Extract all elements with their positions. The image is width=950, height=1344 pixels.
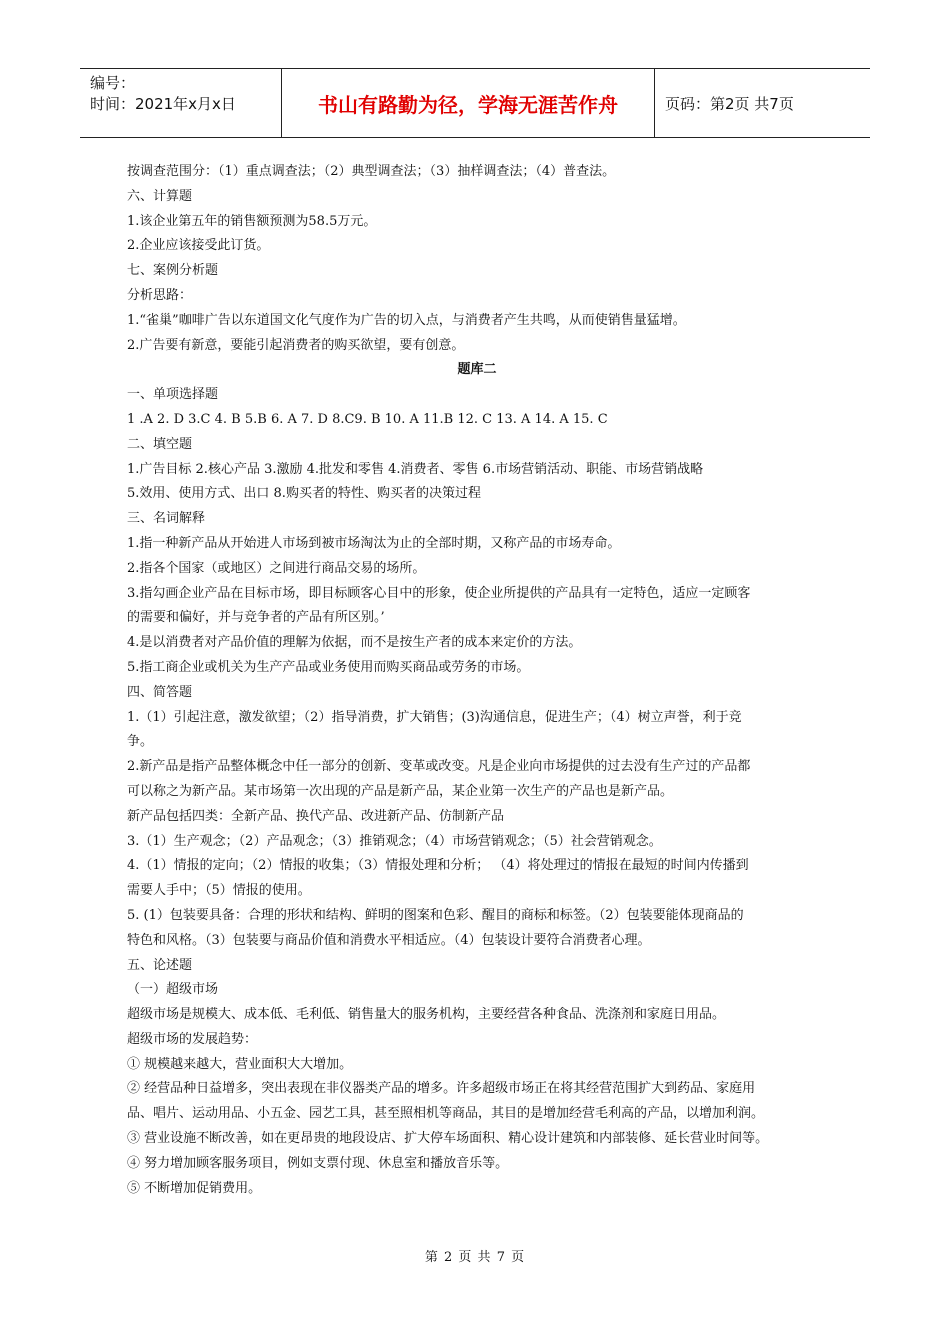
document-body — [127, 160, 827, 1201]
text-line: 二、填空题 — [127, 436, 193, 452]
doc-time-label: 时间：2021年x月x日 — [90, 95, 236, 113]
text-line: 需要人手中；（5）情报的使用。 — [127, 883, 311, 899]
text-line: 3.（1）生产观念；（2）产品观念；（3）推销观念；（4）市场营销观念；（5）社会营销观念。 — [127, 833, 662, 849]
text-line: 特色和风格。（3）包装要与商品价值和消费水平相适应。（4）包装设计要符合消费者心理。 — [127, 932, 651, 948]
text-line: 七、案例分析题 — [127, 263, 219, 279]
text-line: 1 .A 2. D 3.C 4. B 5.B 6. A 7. D 8.C9. B 10. A 11.B 12. C 13. A 14. A 15. C — [127, 411, 608, 427]
text-line: 5. (1）包装要具备：合理的形状和结构、鲜明的图案和色彩、醒目的商标和标签。（2）包装要能体现商品的 — [127, 907, 744, 923]
doc-number-label: 编号： — [90, 74, 136, 92]
text-line: 四、简答题 — [127, 684, 193, 700]
text-line: ① 规模越来越大，营业面积大大增加。 — [127, 1056, 353, 1072]
text-line: 1.（1）引起注意，激发欲望；（2）指导消费，扩大销售；(3)沟通信息，促进生产；（4）树立声誉，利于竞 — [127, 709, 742, 725]
text-line: 4.（1）情报的定向；（2）情报的收集；（3）情报处理和分析； （4）将处理过的情报在最短的时间内传播到 — [127, 858, 749, 874]
text-line: 六、计算题 — [127, 188, 193, 204]
text-line: ⑤ 不断增加促销费用。 — [127, 1180, 262, 1196]
text-line: 2.企业应该接受此订货。 — [127, 238, 270, 254]
text-line: 超级市场的发展趋势： — [127, 1031, 258, 1047]
text-line: 三、名词解释 — [127, 511, 206, 527]
text-line: 5.指工商企业或机关为生产产品或业务使用而购买商品或劳务的市场。 — [127, 659, 530, 675]
text-line: 1.该企业第五年的销售额预测为58.5万元。 — [127, 213, 377, 229]
text-line: ② 经营品种日益增多，突出表现在非仪器类产品的增多。许多超级市场正在将其经营范围扩大到药品、家庭用 — [127, 1081, 756, 1097]
text-line: 分析思路： — [127, 287, 193, 303]
text-line: 品、唱片、运动用品、小五金、园艺工具，甚至照相机等商品，其目的是增加经营毛利高的产品，以增加利润。 — [127, 1106, 765, 1122]
text-line: 争。 — [127, 734, 154, 750]
text-line: 按调查范围分：（1）重点调查法；（2）典型调查法；（3）抽样调查法；（4）普查法。 — [127, 164, 616, 179]
text-line: 3.指勾画企业产品在目标市场，即目标顾客心目中的形象，使企业所提供的产品具有一定特色，适应一定顾客 — [127, 585, 751, 601]
text-line: 2.指各个国家（或地区）之间进行商品交易的场所。 — [127, 560, 426, 576]
text-line: 五、论述题 — [127, 957, 193, 973]
text-line: ③ 营业设施不断改善，如在更昂贵的地段设店、扩大停车场面积、精心设计建筑和内部装修、延长营业时间等。 — [127, 1131, 769, 1147]
text-line: 2.新产品是指产品整体概念中任一部分的创新、变革或改变。凡是企业向市场提供的过去没有生产过的产品都 — [127, 759, 751, 775]
text-line: 超级市场是规模大、成本低、毛利低、销售量大的服务机构，主要经营各种食品、洗涤剂和家庭日用品。 — [127, 1007, 726, 1023]
text-line: （一）超级市场 — [127, 982, 219, 998]
text-line: 4.是以消费者对产品价值的理解为依据，而不是按生产者的成本来定价的方法。 — [127, 635, 582, 651]
text-line: 1.“雀巢”咖啡广告以东道国文化气度作为广告的切入点，与消费者产生共鸣，从而使销售量猛增。 — [127, 312, 686, 328]
section-heading: 题库二 — [457, 362, 497, 378]
page-footer: 第 2 页 共 7 页 — [424, 1250, 526, 1265]
header-page-info: 页码：第2页 共7页 — [665, 94, 794, 113]
text-line: 一、单项选择题 — [127, 387, 219, 403]
page-header — [80, 68, 870, 138]
text-line: 5.效用、使用方式、出口 8.购买者的特性、购买者的决策过程 — [127, 486, 481, 502]
text-line: 的需要和偏好，并与竞争者的产品有所区别。’ — [127, 610, 385, 626]
text-line: 1.指一种新产品从开始进人市场到被市场淘汰为止的全部时期，又称产品的市场寿命。 — [127, 535, 621, 551]
text-line: 新产品包括四类：全新产品、换代产品、改进新产品、仿制新产品 — [127, 808, 505, 824]
header-meta — [80, 69, 282, 137]
header-motto: 书山有路勤为径，学海无涯苦作舟 — [282, 69, 655, 137]
text-line: 1.广告目标 2.核心产品 3.激励 4.批发和零售 4.消费者、零售 6.市场营销活动、职能、市场营销战略 — [127, 461, 704, 477]
text-line: 可以称之为新产品。某市场第一次出现的产品是新产品，某企业第一次生产的产品也是新产品。 — [127, 783, 674, 799]
text-line: 2.广告要有新意，要能引起消费者的购买欲望，要有创意。 — [127, 337, 465, 353]
text-line: ④ 努力增加顾客服务项目，例如支票付现、休息室和播放音乐等。 — [127, 1155, 509, 1171]
